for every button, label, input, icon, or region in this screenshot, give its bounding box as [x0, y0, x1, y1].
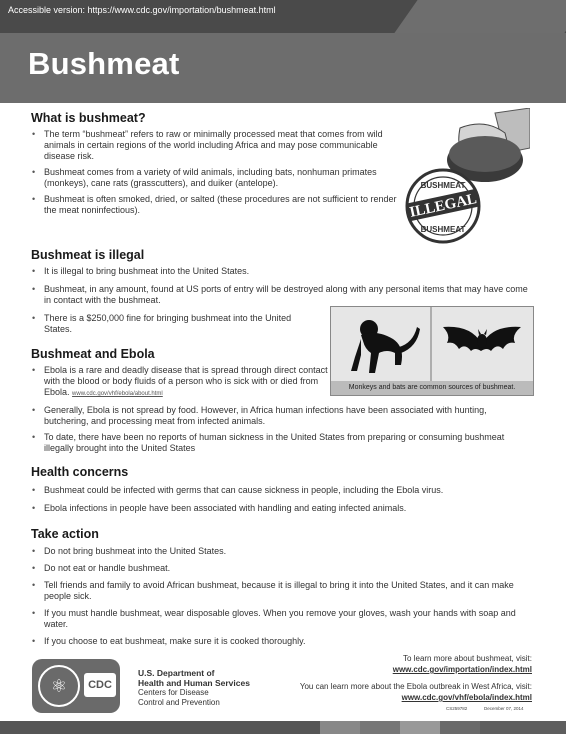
list-item: • To date, there have been no reports of human sickness in the United States from preparing or consuming bushmeat illegally brought into the United States — [30, 432, 530, 454]
stamp-middle-text: ILLEGAL — [408, 191, 479, 221]
document-date: December 07, 2014 — [484, 706, 524, 711]
list-item: • Ebola infections in people have been associated with handling and eating infected animals. — [30, 503, 530, 514]
list-item: • Tell friends and family to avoid African bushmeat, because it is illegal to bring it into the United States, and it can make people sick. — [30, 580, 530, 602]
top-bar — [0, 0, 566, 33]
illegal-stamp-illustration — [390, 108, 530, 248]
accessible-version-link[interactable]: Accessible version: https://www.cdc.gov/importation/bushmeat.html — [8, 5, 276, 15]
image-caption: Monkeys and bats are common sources of bushmeat. — [331, 381, 533, 395]
department-block — [138, 669, 250, 707]
hhs-cdc-logo — [32, 659, 120, 713]
list-item: • It is illegal to bring bushmeat into the United States. — [30, 266, 530, 277]
list-item — [30, 365, 334, 400]
dept-line: Control and Prevention — [138, 697, 220, 707]
list-item: • Bushmeat, in any amount, found at US ports of entry will be destroyed along with any personal items that may have come in contact with the bushmeat. — [30, 284, 530, 306]
list-action — [30, 546, 530, 647]
dept-line: Centers for Disease — [138, 688, 209, 697]
hhs-seal-icon: ⚛ — [38, 665, 80, 707]
ebola-about-link[interactable]: www.cdc.gov/vhf/ebola/about.html — [72, 391, 163, 397]
dept-line: U.S. Department of — [138, 668, 215, 678]
header-stripe — [394, 0, 566, 33]
list-health — [30, 485, 530, 514]
learn-bushmeat-text: To learn more about bushmeat, visit: — [403, 654, 532, 663]
list-item: • Bushmeat could be infected with germs that can cause sickness in people, including the Ebola virus. — [30, 485, 530, 496]
stamp-bottom-text: BUSHMEAT — [420, 225, 466, 234]
list-what — [30, 129, 410, 216]
section-heading-what: What is bushmeat? — [31, 111, 146, 125]
page-title: Bushmeat — [28, 46, 180, 81]
list-item: • Generally, Ebola is not spread by food. However, in Africa human infections have been associated with hunting, butchering, and processing meat from infected animals. — [30, 405, 530, 427]
list-item: • Do not bring bushmeat into the United States. — [30, 546, 530, 557]
section-heading-action: Take action — [31, 527, 99, 541]
ebola-item-text: Ebola is a rare and deadly disease that is spread through direct contact with the blood or body fluids of a person who is sick with or died from Ebola. — [44, 365, 328, 397]
learn-ebola-text: You can learn more about the Ebola outbreak in West Africa, visit: — [299, 682, 532, 691]
document-code: CS259782 — [446, 706, 468, 711]
list-item: • The term “bushmeat” refers to raw or minimally processed meat that comes from wild animals in certain regions of the world including Africa and may pose communicable disease risk. — [30, 129, 410, 162]
bushmeat-url-link[interactable]: www.cdc.gov/importation/index.html — [392, 665, 532, 674]
bottom-bar — [0, 721, 566, 734]
list-ebola — [30, 365, 530, 454]
list-item: • There is a $250,000 fine for bringing bushmeat into the United States. — [30, 313, 294, 335]
ebola-url-link[interactable]: www.cdc.gov/vhf/ebola/index.html — [401, 693, 532, 702]
section-heading-health: Health concerns — [31, 465, 129, 479]
cdc-logo-icon: CDC — [84, 673, 116, 697]
list-item: • Do not eat or handle bushmeat. — [30, 563, 530, 574]
dept-line: Health and Human Services — [138, 677, 250, 688]
section-heading-ebola: Bushmeat and Ebola — [31, 347, 155, 361]
stamp-top-text: BUSHMEAT — [420, 181, 466, 190]
section-heading-illegal: Bushmeat is illegal — [31, 248, 145, 262]
list-item: • If you choose to eat bushmeat, make sure it is cooked thoroughly. — [30, 636, 530, 647]
list-item: • If you must handle bushmeat, wear disposable gloves. When you remove your gloves, wash your hands with soap and water. — [30, 608, 530, 630]
list-item: • Bushmeat comes from a variety of wild animals, including bats, nonhuman primates (monkeys), cane rats (grasscutters), and duiker (antelope). — [30, 167, 410, 189]
list-item: • Bushmeat is often smoked, dried, or salted (these procedures are not sufficient to render the meat noninfectious). — [30, 194, 410, 216]
